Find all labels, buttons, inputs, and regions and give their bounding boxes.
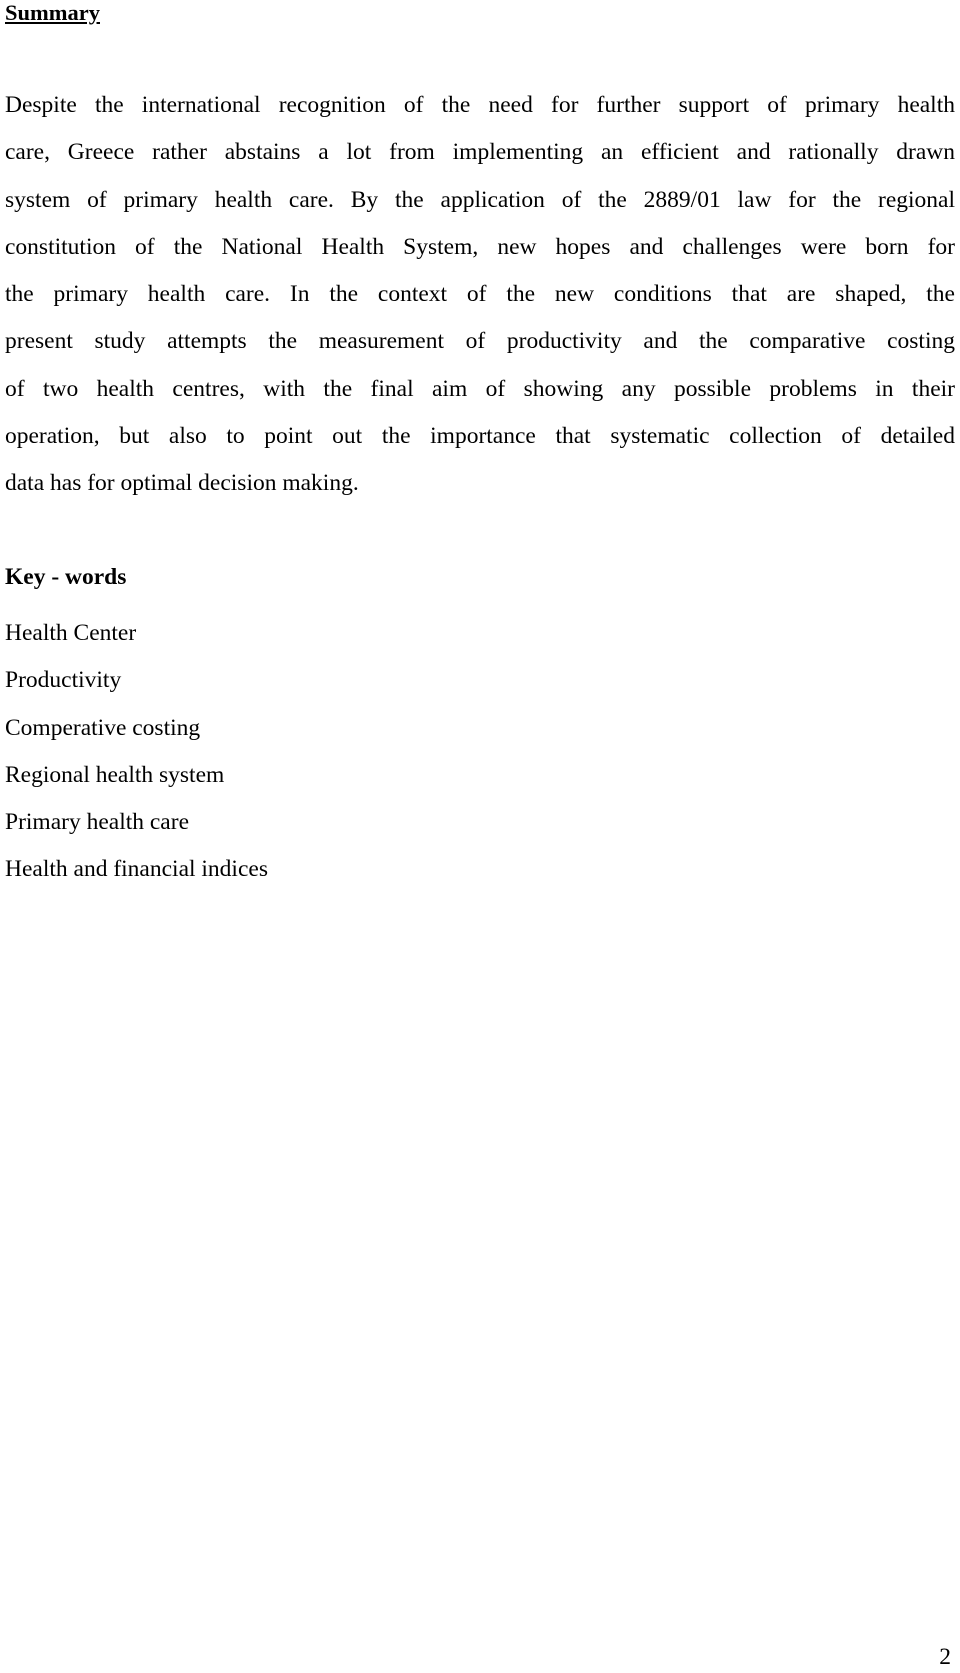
- keywords-list: [5, 610, 268, 894]
- keyword-item: Primary health care: [5, 809, 189, 836]
- keyword-item: Health and financial indices: [5, 856, 268, 883]
- summary-line: present study attempts the measurement of productivity and the comparative costing: [5, 328, 955, 355]
- summary-heading: Summary: [5, 0, 100, 25]
- keyword-item: Regional health system: [5, 761, 225, 788]
- page-number: 2: [939, 1644, 951, 1670]
- summary-line: data has for optimal decision making.: [5, 470, 359, 497]
- summary-line: constitution of the National Health System, new hopes and challenges were born for: [5, 233, 955, 260]
- keyword-item: Health Center: [5, 620, 137, 646]
- summary-line: care, Greece rather abstains a lot from implementing an efficient and rationally drawn: [5, 139, 955, 166]
- summary-line: operation, but also to point out the importance that systematic collection of detailed: [5, 423, 955, 450]
- summary-line: of two health centres, with the final aim of showing any possible problems in their: [5, 375, 955, 402]
- summary-line: Despite the international recognition of the need for further support of primary health: [5, 92, 955, 118]
- summary-line: the primary health care. In the context of the new conditions that are shaped, the: [5, 281, 955, 308]
- keyword-item: Comperative costing: [5, 714, 201, 741]
- keyword-item: Productivity: [5, 667, 122, 694]
- summary-line: system of primary health care. By the application of the 2889/01 law for the regional: [5, 186, 955, 213]
- keywords-heading: Key - words: [5, 564, 127, 590]
- summary-paragraph: [5, 82, 955, 508]
